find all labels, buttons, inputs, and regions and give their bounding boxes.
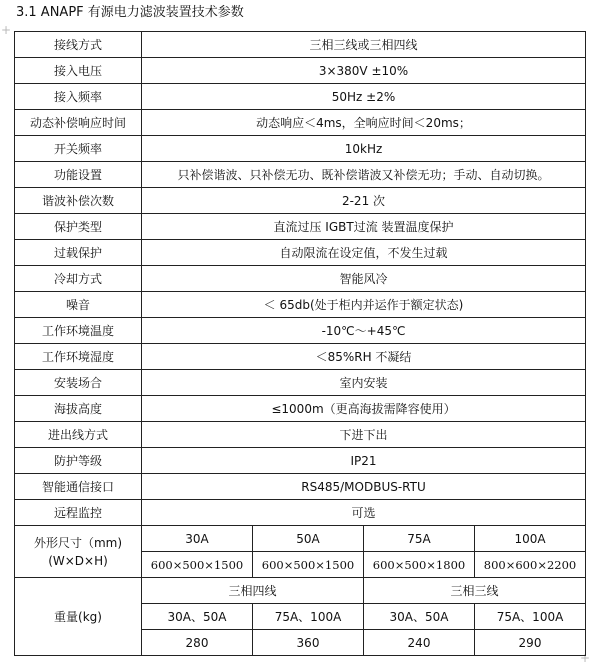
spec-row-value: 只补偿谐波、只补偿无功、既补偿谐波又补偿无功；手动、自动切换。 bbox=[142, 162, 586, 188]
weight-group: 三相三线 bbox=[364, 578, 586, 604]
dimension-model: 100A bbox=[475, 526, 586, 552]
spec-row bbox=[15, 162, 586, 188]
spec-row-label: 接入频率 bbox=[15, 84, 142, 110]
dimension-size: 800×600×2200 bbox=[475, 552, 586, 578]
spec-row-label: 功能设置 bbox=[15, 162, 142, 188]
weight-value: 290 bbox=[475, 630, 586, 656]
weight-value: 240 bbox=[364, 630, 475, 656]
spec-row-label: 动态补偿响应时间 bbox=[15, 110, 142, 136]
spec-row bbox=[15, 58, 586, 84]
spec-row-value: 下进下出 bbox=[142, 422, 586, 448]
spec-row-value: 10kHz bbox=[142, 136, 586, 162]
spec-row bbox=[15, 396, 586, 422]
spec-row-value: 智能风冷 bbox=[142, 266, 586, 292]
spec-row bbox=[15, 318, 586, 344]
spec-row bbox=[15, 136, 586, 162]
spec-row-value: IP21 bbox=[142, 448, 586, 474]
weight-value: 360 bbox=[253, 630, 364, 656]
spec-row bbox=[15, 370, 586, 396]
dimension-header-row bbox=[15, 526, 586, 552]
spec-row-value: ≤1000m（更高海拔需降容使用） bbox=[142, 396, 586, 422]
spec-row-value: ＜ 65db(处于柜内并运作于额定状态) bbox=[142, 292, 586, 318]
spec-row bbox=[15, 500, 586, 526]
spec-row bbox=[15, 292, 586, 318]
weight-model: 75A、100A bbox=[475, 604, 586, 630]
spec-row bbox=[15, 110, 586, 136]
spec-row-label: 过载保护 bbox=[15, 240, 142, 266]
weight-label: 重量(kg) bbox=[15, 578, 142, 656]
spec-row-value: -10℃～+45℃ bbox=[142, 318, 586, 344]
spec-row-label: 远程监控 bbox=[15, 500, 142, 526]
spec-table bbox=[14, 31, 586, 656]
spec-row-label: 工作环境温度 bbox=[15, 318, 142, 344]
spec-row bbox=[15, 214, 586, 240]
spec-row-label: 开关频率 bbox=[15, 136, 142, 162]
plus-mark-bottom-right: + bbox=[580, 651, 591, 665]
spec-row-label: 进出线方式 bbox=[15, 422, 142, 448]
weight-group-row bbox=[15, 578, 586, 604]
spec-row bbox=[15, 240, 586, 266]
spec-row bbox=[15, 344, 586, 370]
spec-row-label: 接线方式 bbox=[15, 32, 142, 58]
dimension-size: 600×500×1800 bbox=[364, 552, 475, 578]
spec-row-label: 冷却方式 bbox=[15, 266, 142, 292]
spec-row-value: 2-21 次 bbox=[142, 188, 586, 214]
spec-row-label: 噪音 bbox=[15, 292, 142, 318]
spec-row-value: 动态响应＜4ms，全响应时间＜20ms； bbox=[142, 110, 586, 136]
dimension-model: 30A bbox=[142, 526, 253, 552]
spec-row-value: 三相三线或三相四线 bbox=[142, 32, 586, 58]
spec-row bbox=[15, 266, 586, 292]
spec-table-body bbox=[15, 32, 586, 656]
document-title: 3.1 ANAPF 有源电力滤波装置技术参数 bbox=[16, 5, 244, 20]
spec-row-label: 接入电压 bbox=[15, 58, 142, 84]
spec-row-label: 安装场合 bbox=[15, 370, 142, 396]
spec-row-value: 直流过压 IGBT过流 装置温度保护 bbox=[142, 214, 586, 240]
weight-group: 三相四线 bbox=[142, 578, 364, 604]
spec-row bbox=[15, 448, 586, 474]
spec-row-value: 3×380V ±10% bbox=[142, 58, 586, 84]
spec-row bbox=[15, 32, 586, 58]
spec-row-label: 防护等级 bbox=[15, 448, 142, 474]
spec-row-value: 自动限流在设定值，不发生过载 bbox=[142, 240, 586, 266]
spec-row-value: 室内安装 bbox=[142, 370, 586, 396]
spec-row-value: RS485/MODBUS-RTU bbox=[142, 474, 586, 500]
spec-row-label: 工作环境湿度 bbox=[15, 344, 142, 370]
spec-row-value: 50Hz ±2% bbox=[142, 84, 586, 110]
spec-row-label: 智能通信接口 bbox=[15, 474, 142, 500]
weight-value: 280 bbox=[142, 630, 253, 656]
plus-mark-top-left: + bbox=[1, 23, 12, 37]
weight-model: 75A、100A bbox=[253, 604, 364, 630]
spec-row-label: 海拔高度 bbox=[15, 396, 142, 422]
dimension-label bbox=[15, 526, 142, 578]
spec-row bbox=[15, 188, 586, 214]
spec-row-value: 可选 bbox=[142, 500, 586, 526]
spec-row-value: ＜85%RH 不凝结 bbox=[142, 344, 586, 370]
dimension-label-line2: (W×D×H) bbox=[48, 553, 108, 568]
dimension-label-line1: 外形尺寸（mm) bbox=[33, 535, 123, 550]
dimension-size: 600×500×1500 bbox=[142, 552, 253, 578]
weight-model: 30A、50A bbox=[142, 604, 253, 630]
weight-model: 30A、50A bbox=[364, 604, 475, 630]
spec-row-label: 谐波补偿次数 bbox=[15, 188, 142, 214]
spec-row-label: 保护类型 bbox=[15, 214, 142, 240]
spec-row bbox=[15, 422, 586, 448]
spec-row bbox=[15, 474, 586, 500]
spec-row bbox=[15, 84, 586, 110]
dimension-size: 600×500×1500 bbox=[253, 552, 364, 578]
dimension-model: 50A bbox=[253, 526, 364, 552]
dimension-model: 75A bbox=[364, 526, 475, 552]
